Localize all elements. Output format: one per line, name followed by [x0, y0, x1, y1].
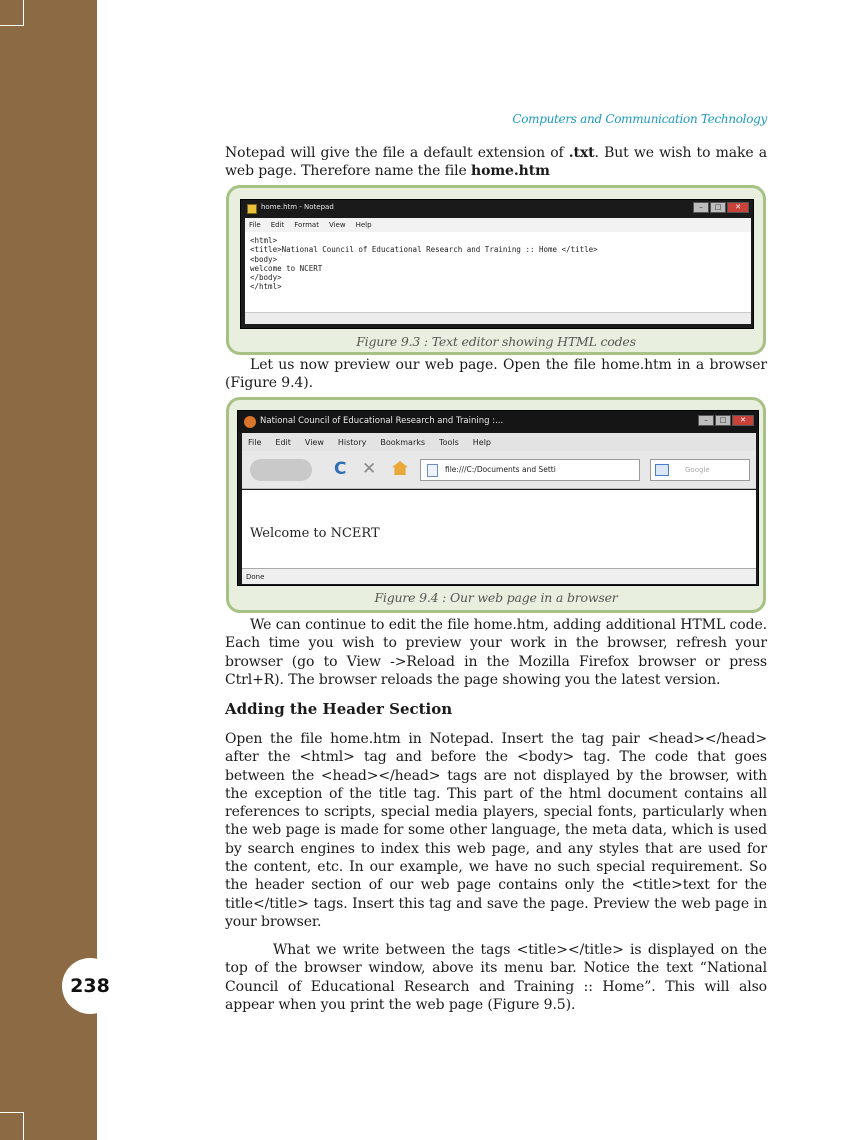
browser-window — [237, 410, 759, 586]
menu-format[interactable]: Format — [294, 221, 319, 229]
crop-mark-bottom — [0, 1112, 24, 1140]
header-section-paragraph: Open the file home.htm in Notepad. Insert the tag pair <head></head> after the <html> tag and before the <body> tag. The code that goes between the <head></head> tags are not displayed by the browser, with the exception of the title tag. This part of the html document contains all references to scripts, special media players, special fonts, particularly when the web page is made for some other language, the meta data, which is used by search engines to index this web page, and any styles that are used for the content, etc. In our example, we have no such special requirement. So the header section of our web page contains only the <title>text for the title</title> tags. Insert this tag and save the page. Preview the web page in your browser. — [225, 731, 767, 930]
filename-bold: home.htm — [471, 163, 550, 180]
notepad-title-bar — [241, 200, 753, 218]
stop-icon[interactable]: ✕ — [362, 459, 377, 479]
figure-notepad — [226, 185, 766, 355]
menu-bookmarks[interactable]: Bookmarks — [380, 437, 426, 447]
menu-history[interactable]: History — [337, 437, 367, 447]
close-icon[interactable]: ✕ — [732, 415, 754, 426]
browser-navigation-bar — [242, 451, 756, 489]
menu-view[interactable]: View — [328, 221, 346, 229]
home-icon[interactable] — [392, 461, 408, 475]
continue-paragraph: We can continue to edit the file home.htm, adding additional HTML code. Each time you wish to preview your work in the browser, refresh your browser (go to View ->Reload in the Mozilla Firefox browser or press Ctrl+R). The browser reloads the page showing you the latest version. — [225, 617, 767, 688]
notepad-title: home.htm - Notepad — [261, 203, 334, 211]
search-placeholder: Google — [685, 466, 710, 474]
page-number: 238 — [62, 958, 118, 1014]
figure-browser — [226, 397, 766, 613]
close-icon[interactable]: ✕ — [727, 202, 749, 213]
menu-help[interactable]: Help — [472, 437, 492, 447]
running-head: Computers and Communication Technology — [512, 112, 767, 126]
menu-edit[interactable]: Edit — [275, 437, 291, 447]
figure-3-caption: Figure 9.3 : Text editor showing HTML codes — [356, 334, 636, 349]
menu-edit[interactable]: Edit — [270, 221, 285, 229]
menu-file[interactable]: File — [249, 221, 261, 229]
maximize-icon[interactable]: □ — [710, 202, 726, 213]
notepad-scrollbar[interactable] — [245, 312, 751, 324]
section-heading: Adding the Header Section — [225, 700, 453, 718]
crop-mark-top — [0, 0, 24, 26]
browser-title-bar — [238, 411, 758, 433]
figure-4-caption: Figure 9.4 : Our web page in a browser — [374, 590, 618, 605]
reload-icon[interactable]: C — [334, 459, 347, 479]
welcome-text: Welcome to NCERT — [250, 526, 380, 541]
intro-paragraph: Notepad will give the file a default extension of .txt. But we wish to make a web page. Therefore name the file home.htm — [225, 145, 767, 180]
browser-menu-bar — [242, 433, 756, 451]
maximize-icon[interactable]: □ — [715, 415, 731, 426]
back-forward-icon[interactable] — [250, 459, 312, 481]
search-box[interactable] — [650, 459, 750, 481]
menu-help[interactable]: Help — [355, 221, 372, 229]
minimize-icon[interactable]: – — [693, 202, 709, 213]
preview-paragraph: Let us now preview our web page. Open the file home.htm in a browser (Figure 9.4). — [225, 357, 767, 392]
menu-file[interactable]: File — [248, 437, 262, 447]
notepad-menu-bar — [245, 218, 751, 232]
browser-status-bar: Done — [242, 568, 756, 584]
browser-title: National Council of Educational Research and Training :... — [260, 416, 504, 426]
address-bar[interactable] — [420, 459, 640, 481]
browser-content — [242, 490, 756, 568]
menu-view[interactable]: View — [304, 437, 324, 447]
address-url: file:///C:/Documents and Setti — [445, 465, 556, 474]
notepad-window — [240, 199, 754, 329]
title-paragraph: What we write between the tags <title></title> is displayed on the top of the browser window, above its menu bar. Notice the text “National Council of Educational Research and Training :: Home”. This will also appear when you print the web page (Figure 9.5). — [225, 942, 767, 1013]
menu-tools[interactable]: Tools — [439, 437, 459, 447]
notepad-text-area[interactable]: <html> <title>National Council of Educational Research and Training :: Home </title> <body> welcome to NCERT </body> </html> — [245, 232, 751, 312]
search-engine-icon[interactable] — [655, 464, 669, 476]
txt-extension: .txt — [568, 145, 595, 161]
minimize-icon[interactable]: – — [698, 415, 714, 426]
firefox-icon — [244, 416, 256, 428]
notepad-icon — [247, 204, 257, 214]
page-icon — [427, 464, 438, 477]
